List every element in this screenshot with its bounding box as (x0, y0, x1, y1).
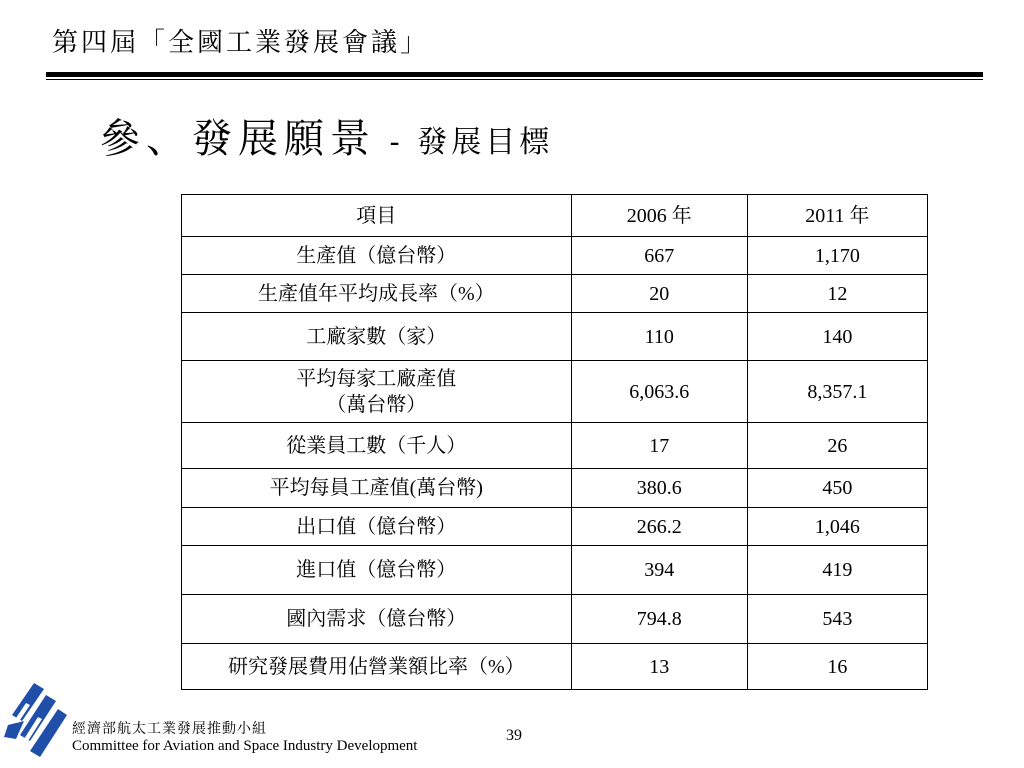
slide-title-separator: - (376, 125, 418, 160)
table-row (182, 237, 928, 275)
footer-org-english: Committee for Aviation and Space Industry Development (72, 738, 418, 754)
row-item (182, 361, 572, 423)
row-value-2006: 13 (571, 644, 747, 690)
column-header-2006: 2006 年 (571, 195, 747, 237)
row-item: 國內需求（億台幣） (182, 595, 572, 644)
table-row (182, 595, 928, 644)
row-value-2011: 12 (747, 275, 927, 313)
slide-title-main: 參、發展願景 (100, 116, 376, 162)
slide-title-sub: 發展目標 (417, 125, 554, 160)
row-item: 進口值（億台幣） (182, 546, 572, 595)
table-row (182, 423, 928, 469)
row-item: 生產值年平均成長率（%） (182, 275, 572, 313)
table-header-row (182, 195, 928, 237)
row-value-2006: 394 (571, 546, 747, 595)
header-rule-thick (46, 72, 983, 77)
table-row (182, 361, 928, 423)
row-item: 平均每員工產值(萬台幣) (182, 469, 572, 508)
row-value-2011: 26 (747, 423, 927, 469)
row-item: 從業員工數（千人） (182, 423, 572, 469)
row-value-2011: 1,170 (747, 237, 927, 275)
row-value-2006: 17 (571, 423, 747, 469)
table-row (182, 508, 928, 546)
table-row (182, 275, 928, 313)
row-value-2006: 380.6 (571, 469, 747, 508)
aviation-space-committee-logo-icon (4, 681, 68, 765)
row-item: 研究發展費用佔營業額比率（%） (182, 644, 572, 690)
page-number: 39 (506, 727, 522, 744)
row-value-2006: 110 (571, 313, 747, 361)
row-value-2006: 20 (571, 275, 747, 313)
header-rule-thin (46, 79, 983, 80)
row-item-line-2: （萬台幣） (326, 393, 427, 416)
row-value-2011: 140 (747, 313, 927, 361)
row-item-line-1: 平均每家工廠產值 (296, 367, 457, 390)
development-goals-table (181, 194, 928, 690)
row-item: 生產值（億台幣） (182, 237, 572, 275)
header-title: 第四屆「全國工業發展會議」 (52, 28, 430, 58)
slide-title (100, 114, 553, 168)
row-value-2011: 450 (747, 469, 927, 508)
row-value-2011: 8,357.1 (747, 361, 927, 423)
footer-org-chinese: 經濟部航太工業發展推動小組 (72, 721, 267, 737)
row-item: 出口值（億台幣） (182, 508, 572, 546)
row-value-2006: 794.8 (571, 595, 747, 644)
table-row (182, 644, 928, 690)
row-value-2011: 16 (747, 644, 927, 690)
column-header-item: 項目 (182, 195, 572, 237)
row-value-2011: 543 (747, 595, 927, 644)
row-value-2006: 266.2 (571, 508, 747, 546)
row-value-2006: 667 (571, 237, 747, 275)
table-row (182, 546, 928, 595)
row-value-2011: 1,046 (747, 508, 927, 546)
column-header-2011: 2011 年 (747, 195, 927, 237)
row-value-2006: 6,063.6 (571, 361, 747, 423)
row-item: 工廠家數（家） (182, 313, 572, 361)
table-row (182, 469, 928, 508)
table-row (182, 313, 928, 361)
row-value-2011: 419 (747, 546, 927, 595)
